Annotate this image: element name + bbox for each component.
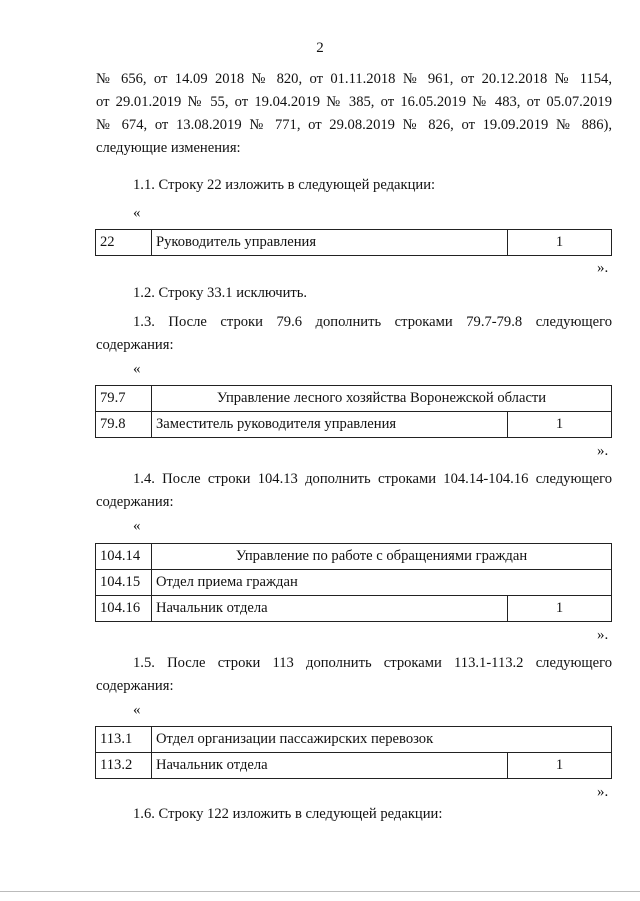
quote-close: ». — [597, 627, 609, 643]
table-row — [96, 412, 612, 438]
row-number: 113.1 — [96, 727, 152, 753]
item-line: содержания: — [96, 494, 174, 510]
table-113 — [95, 726, 612, 779]
row-number: 104.14 — [96, 544, 152, 570]
row-name: Управление лесного хозяйства Воронежской области — [152, 386, 612, 412]
quote-close: ». — [597, 443, 609, 459]
item-1-1: 1.1. Строку 22 изложить в следующей редакции: — [133, 177, 436, 193]
item-1-2: 1.2. Строку 33.1 исключить. — [133, 285, 308, 301]
table-79 — [95, 385, 612, 438]
quote-close: ». — [597, 260, 609, 276]
item-1-5 — [96, 652, 612, 698]
table-row — [96, 753, 612, 779]
row-number: 104.15 — [96, 570, 152, 596]
row-name: Управление по работе с обращениями граждан — [152, 544, 612, 570]
row-number: 22 — [96, 230, 152, 256]
row-number: 79.8 — [96, 412, 152, 438]
table-row — [96, 596, 612, 622]
table-row — [96, 544, 612, 570]
quote-open: « — [133, 518, 141, 534]
quote-open: « — [133, 361, 141, 377]
row-quantity: 1 — [508, 412, 612, 438]
intro-line: № 674, от 13.08.2019 № 771, от 29.08.2019 № 826, от 19.09.2019 № 886), — [96, 117, 612, 133]
item-line: 1.5. После строки 113 дополнить строками 113.1-113.2 следующего — [133, 655, 612, 671]
table-row — [96, 727, 612, 753]
intro-line: следующие изменения: — [96, 140, 241, 156]
row-quantity: 1 — [508, 753, 612, 779]
item-1-4 — [96, 468, 612, 514]
table-104 — [95, 543, 612, 622]
page-number: 2 — [316, 40, 324, 56]
item-line: содержания: — [96, 678, 174, 694]
row-name: Заместитель руководителя управления — [152, 412, 508, 438]
row-quantity: 1 — [508, 596, 612, 622]
quote-open: « — [133, 205, 141, 221]
row-number: 104.16 — [96, 596, 152, 622]
row-number: 79.7 — [96, 386, 152, 412]
row-name: Начальник отдела — [152, 753, 508, 779]
row-name: Руководитель управления — [152, 230, 508, 256]
item-1-3 — [96, 311, 612, 357]
row-name: Отдел организации пассажирских перевозок — [152, 727, 612, 753]
row-quantity: 1 — [508, 230, 612, 256]
page-bottom-divider — [0, 891, 640, 892]
row-name: Начальник отдела — [152, 596, 508, 622]
intro-line: от 29.01.2019 № 55, от 19.04.2019 № 385, от 16.05.2019 № 483, от 05.07.2019 — [96, 94, 612, 110]
table-row-22 — [95, 229, 612, 256]
item-line: 1.3. После строки 79.6 дополнить строками 79.7-79.8 следующего — [133, 314, 612, 330]
item-line: содержания: — [96, 337, 174, 353]
quote-close: ». — [597, 784, 609, 800]
quote-open: « — [133, 702, 141, 718]
row-number: 113.2 — [96, 753, 152, 779]
table-row — [96, 570, 612, 596]
table-row — [96, 230, 612, 256]
item-1-6: 1.6. Строку 122 изложить в следующей редакции: — [133, 806, 443, 822]
intro-paragraph — [96, 68, 612, 160]
table-row — [96, 386, 612, 412]
intro-line: № 656, от 14.09 2018 № 820, от 01.11.2018 № 961, от 20.12.2018 № 1154, — [96, 71, 612, 87]
item-line: 1.4. После строки 104.13 дополнить строками 104.14-104.16 следующего — [133, 471, 612, 487]
row-name: Отдел приема граждан — [152, 570, 612, 596]
